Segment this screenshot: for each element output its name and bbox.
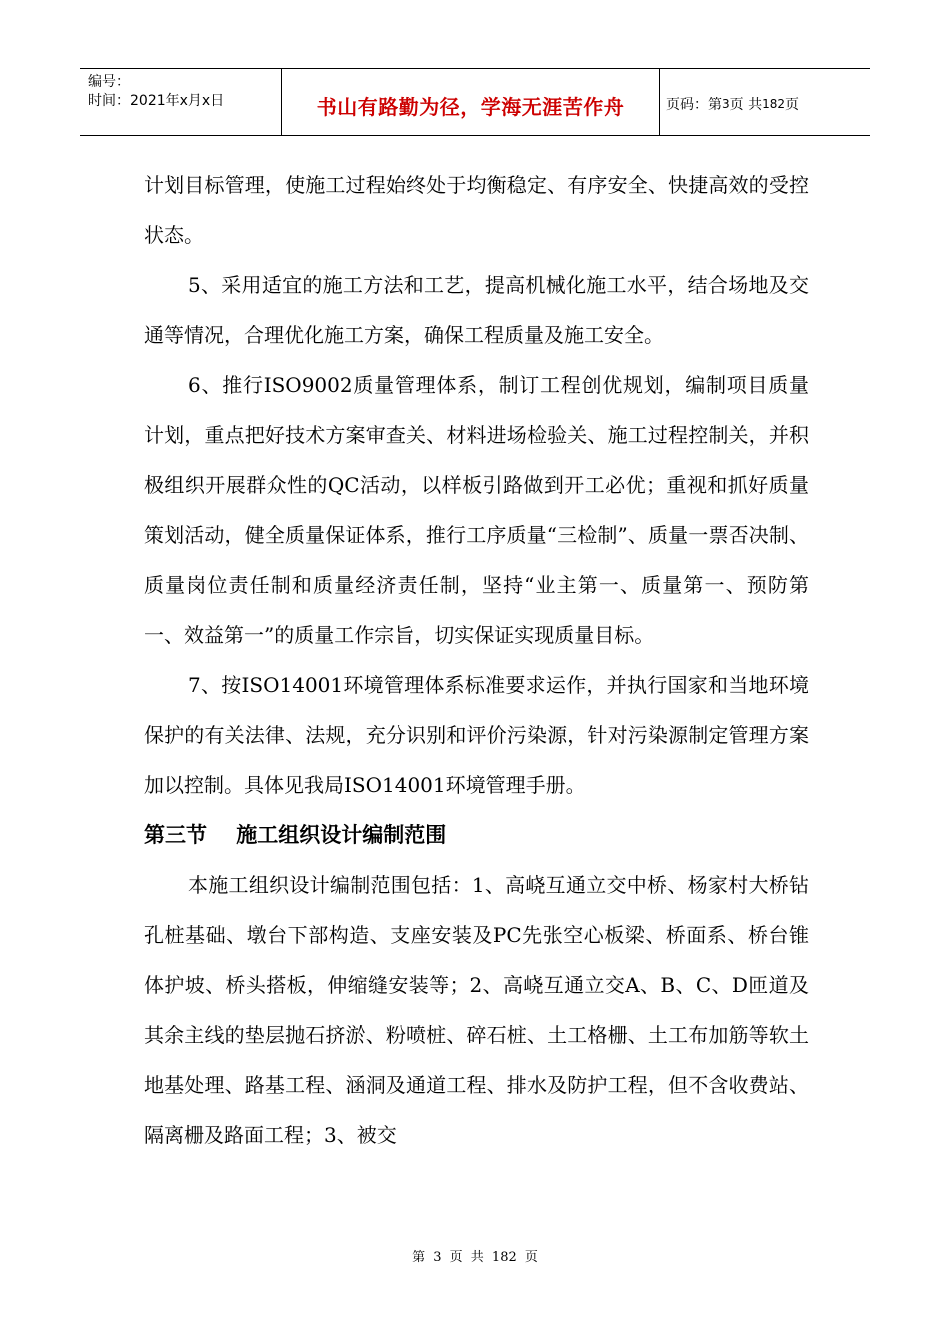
paragraph-continued: 计划目标管理，使施工过程始终处于均衡稳定、有序安全、快捷高效的受控状态。 xyxy=(144,173,809,247)
header-page-info xyxy=(660,69,870,135)
paragraph-item-7: 7、按ISO14001环境管理体系标准要求运作，并执行国家和当地环境保护的有关法律、法规，充分识别和评价污染源，针对污染源制定管理方案加以控制。具体见我局ISO14001环境管理手册。 xyxy=(144,673,809,797)
page-current: 3 xyxy=(722,97,730,111)
page-total: 182 xyxy=(762,97,785,111)
section-heading: 第三节 施工组织设计编制范围 xyxy=(144,823,447,847)
paragraph-item-5: 5、采用适宜的施工方法和工艺，提高机械化施工水平，结合场地及交通等情况，合理优化施工方案，确保工程质量及施工安全。 xyxy=(144,273,809,347)
page-info-suffix: 页 xyxy=(785,97,799,113)
header-motto: 书山有路勤为径，学海无涯苦作舟 xyxy=(282,69,660,135)
page-info-mid: 页 共 xyxy=(729,97,763,113)
document-time: 时间：2021年x月x日 xyxy=(88,93,225,109)
page-footer: 第 3 页 共 182 页 xyxy=(412,1250,538,1265)
header-meta xyxy=(80,69,282,135)
page-header xyxy=(80,68,870,136)
page-info-prefix: 页码：第 xyxy=(666,97,722,113)
document-body xyxy=(144,160,809,1160)
paragraph-item-6: 6、推行ISO9002质量管理体系，制订工程创优规划，编制项目质量计划，重点把好技术方案审查关、材料进场检验关、施工过程控制关，并积极组织开展群众性的QC活动，以样板引路做到开工必优；重视和抓好质量策划活动，健全质量保证体系，推行工序质量“三检制”、质量一票否决制、质量岗位责任制和质量经济责任制，坚持“业主第一、质量第一、预防第一、效益第一”的质量工作宗旨，切实保证实现质量目标。 xyxy=(144,373,809,647)
paragraph-scope: 本施工组织设计编制范围包括：1、高峣互通立交中桥、杨家村大桥钻孔桩基础、墩台下部构造、支座安装及PC先张空心板梁、桥面系、桥台锥体护坡、桥头搭板，伸缩缝安装等；2、高峣互通立交A、B、C、D匝道及其余主线的垫层抛石挤淤、粉喷桩、碎石桩、土工格栅、土工布加筋等软土地基处理、路基工程、涵洞及通道工程、排水及防护工程，但不含收费站、隔离栅及路面工程；3、被交 xyxy=(144,873,809,1147)
document-number-label: 编号： xyxy=(88,74,130,90)
